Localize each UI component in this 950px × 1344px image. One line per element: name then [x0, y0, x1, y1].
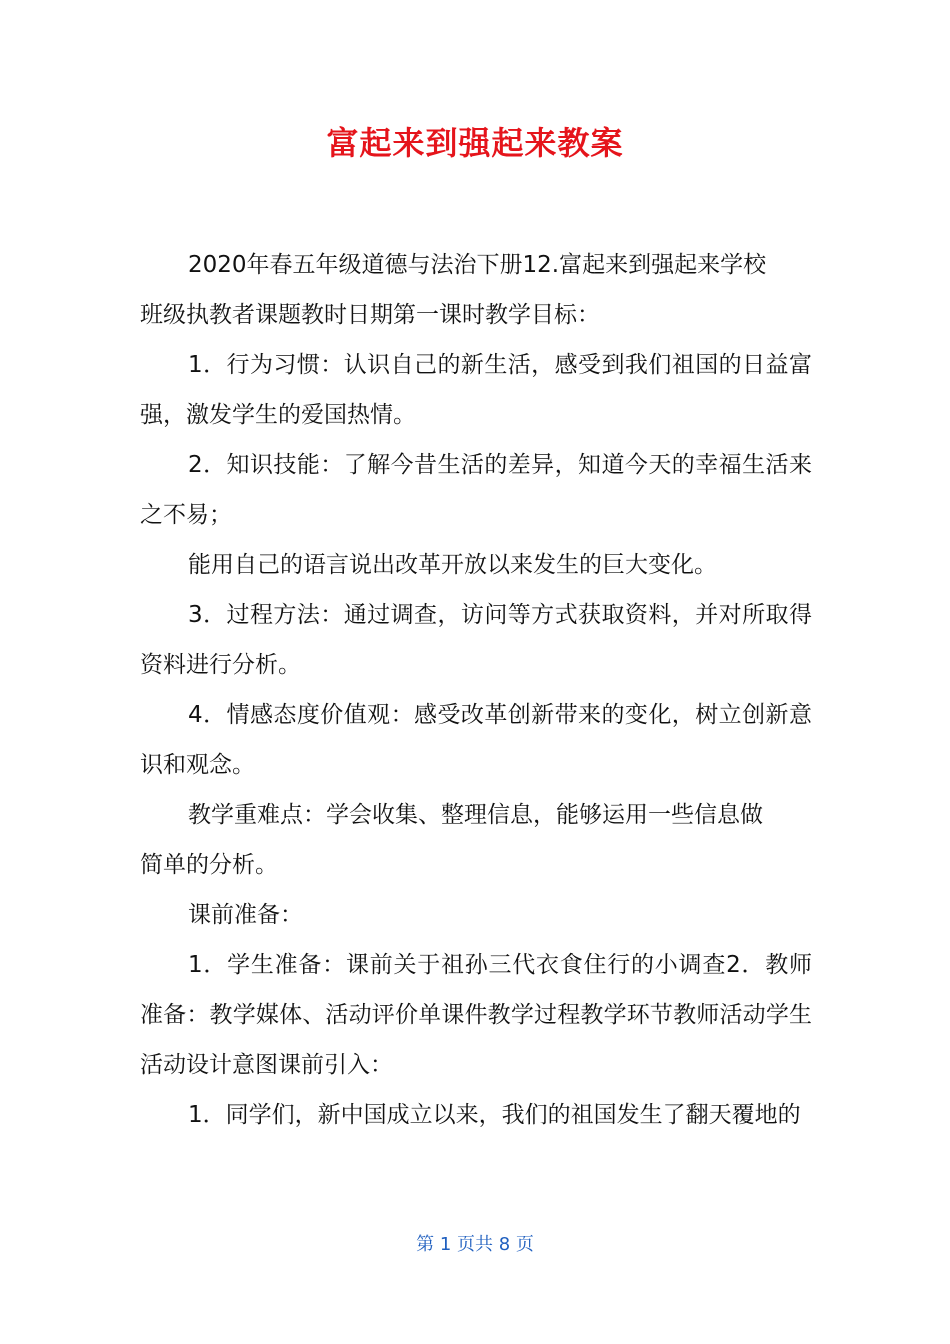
- paragraph-goal-3: 3．过程方法：通过调查，访问等方式获取资料，并对所取得资料进行分析。: [140, 602, 812, 678]
- paragraph-preparation-items: 1．学生准备：课前关于祖孙三代衣食住行的小调查2．教师准备：教学媒体、活动评价单课件教学过程教学环节教师活动学生活动设计意图课前引入：: [140, 952, 812, 1078]
- page-number: 第 1 页共 8 页: [416, 1234, 534, 1255]
- document-body: [140, 240, 812, 1140]
- paragraph-goal-2: 2．知识技能：了解今昔生活的差异，知道今天的幸福生活来之不易；: [140, 452, 812, 528]
- paragraph-goal-2-cont: 能用自己的语言说出改革开放以来发生的巨大变化。: [188, 552, 717, 578]
- paragraph-key-points-cont: 简单的分析。: [140, 852, 278, 878]
- paragraph-class-info: 班级执教者课题教时日期第一课时教学目标：: [140, 302, 600, 328]
- paragraph-intro: 1．同学们，新中国成立以来，我们的祖国发生了翻天覆地的: [188, 1102, 801, 1128]
- document-title: 富起来到强起来教案: [326, 124, 624, 162]
- paragraph-key-points: 教学重难点：学会收集、整理信息，能够运用一些信息做: [188, 802, 763, 828]
- paragraph-header-line: 2020年春五年级道德与法治下册12.富起来到强起来学校: [188, 252, 767, 278]
- paragraph-goal-1: 1．行为习惯：认识自己的新生活，感受到我们祖国的日益富强，激发学生的爱国热情。: [140, 352, 812, 428]
- paragraph-goal-4: 4．情感态度价值观：感受改革创新带来的变化，树立创新意识和观念。: [140, 702, 812, 778]
- paragraph-preparation: 课前准备：: [188, 902, 303, 928]
